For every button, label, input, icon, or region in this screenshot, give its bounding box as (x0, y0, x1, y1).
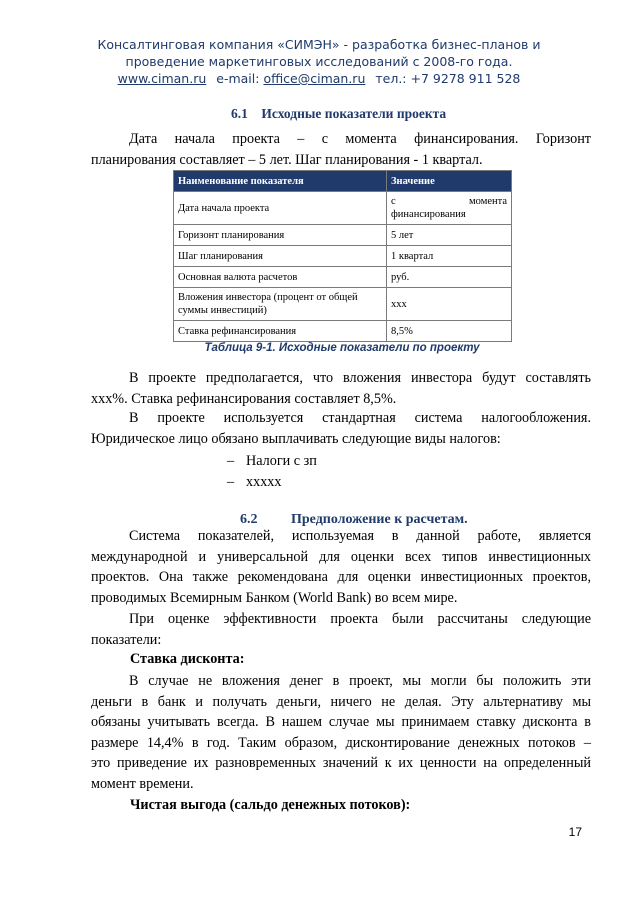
para-line: это приведение их разновременных значений к их ценности на определенный (91, 755, 591, 771)
table-caption: Таблица 9-1. Исходные показатели по проекту (204, 342, 480, 354)
section-title: Исходные показатели проекта (261, 106, 447, 121)
param-name: Ставка рефинансирования (174, 321, 387, 342)
page-number: 17 (568, 825, 582, 839)
header-line-2: проведение маркетинговых исследований с 2008-го года. (125, 54, 513, 69)
para-line: момент времени. (91, 775, 194, 792)
para-line: В проекте предполагается, что вложения инвестора будут составлять (129, 370, 591, 386)
methodology-paragraph (91, 526, 591, 608)
header-line-1: Консалтинговая компания «СИМЭН» - разработка бизнес-планов и (97, 37, 541, 52)
list-item: – ххххх (227, 474, 282, 490)
param-name: Основная валюта расчетов (174, 267, 387, 288)
para-line: Юридическое лицо обязано выплачивать следующие виды налогов: (91, 430, 501, 447)
para-line: планирования составляет – 5 лет. Шаг планирования - 1 квартал. (91, 151, 483, 168)
para-line: размере 14,4% в год. Таким образом, дисконтирование денежных потоков – (91, 734, 591, 751)
table-row (174, 225, 512, 246)
param-value: 8,5% (387, 321, 512, 342)
param-value: ххх (387, 288, 512, 321)
para-line: Система показателей, используемая в данной работе, является (129, 528, 591, 544)
discount-rate-heading: Ставка дисконта: (130, 651, 245, 667)
param-value: с момента финансирования (387, 192, 512, 225)
table-row (174, 192, 512, 225)
param-name: Дата начала проекта (174, 192, 387, 225)
param-value: руб. (387, 267, 512, 288)
table-row (174, 321, 512, 342)
section-number: 6.1 (231, 106, 248, 121)
tax-list (227, 451, 317, 493)
para-line: показатели: (91, 631, 162, 648)
table-row (174, 288, 512, 321)
para-line: xxx%. Ставка рефинансирования составляет 8,5%. (91, 390, 397, 407)
investor-paragraph (91, 368, 591, 409)
discount-paragraph (91, 671, 591, 794)
section-title: Предположение к расчетам. (291, 512, 468, 527)
table-row (174, 267, 512, 288)
intro-paragraph (91, 129, 591, 170)
list-item: – Налоги с зп (227, 453, 317, 469)
para-line: деньги в банк и получать деньги, ничего не делая. Эту альтернативу мы (91, 693, 591, 710)
para-line: В проекте используется стандартная система налогообложения. (129, 410, 591, 426)
section-number: 6.2 (240, 512, 258, 527)
table-header-row (174, 171, 512, 192)
param-name: Горизонт планирования (174, 225, 387, 246)
list-item-text: ххххх (246, 474, 282, 490)
phone: тел.: +7 9278 911 528 (375, 71, 521, 86)
para-line: проводимых Всемирным Банком (World Bank) во всем мире. (91, 589, 458, 606)
para-line: При оценке эффективности проекта были рассчитаны следующие (129, 611, 591, 627)
param-value: 5 лет (387, 225, 512, 246)
param-name: Вложения инвестора (процент от общей суммы инвестиций) (174, 288, 387, 321)
header-contacts (0, 70, 638, 87)
section-6-1-heading (231, 106, 446, 122)
parameters-table (173, 170, 512, 342)
list-item-text: Налоги с зп (246, 453, 317, 469)
net-benefit-heading: Чистая выгода (сальдо денежных потоков): (130, 797, 411, 813)
website-link[interactable]: www.ciman.ru (117, 71, 207, 86)
column-header: Значение (387, 171, 512, 192)
indicators-paragraph (91, 609, 591, 650)
email-link[interactable]: office@ciman.ru (263, 71, 366, 86)
para-line: обязаны учитывать всегда. В нашем случае мы принимаем ставку дисконта в (91, 714, 591, 730)
param-value: 1 квартал (387, 246, 512, 267)
table-row (174, 246, 512, 267)
email-label: e-mail: (216, 71, 260, 86)
para-line: проектов. Она также рекомендована для оценки инвестиционных проектов, (91, 569, 591, 585)
para-line: международной и универсальной для оценки всех типов инвестиционных (91, 548, 591, 565)
para-line: В случае не вложения денег в проект, мы могли бы положить эти (129, 673, 591, 689)
para-line: Дата начала проекта – с момента финансирования. Горизонт (129, 131, 591, 147)
column-header: Наименование показателя (174, 171, 387, 192)
tax-paragraph (91, 408, 591, 449)
param-name: Шаг планирования (174, 246, 387, 267)
page-header (0, 36, 638, 87)
